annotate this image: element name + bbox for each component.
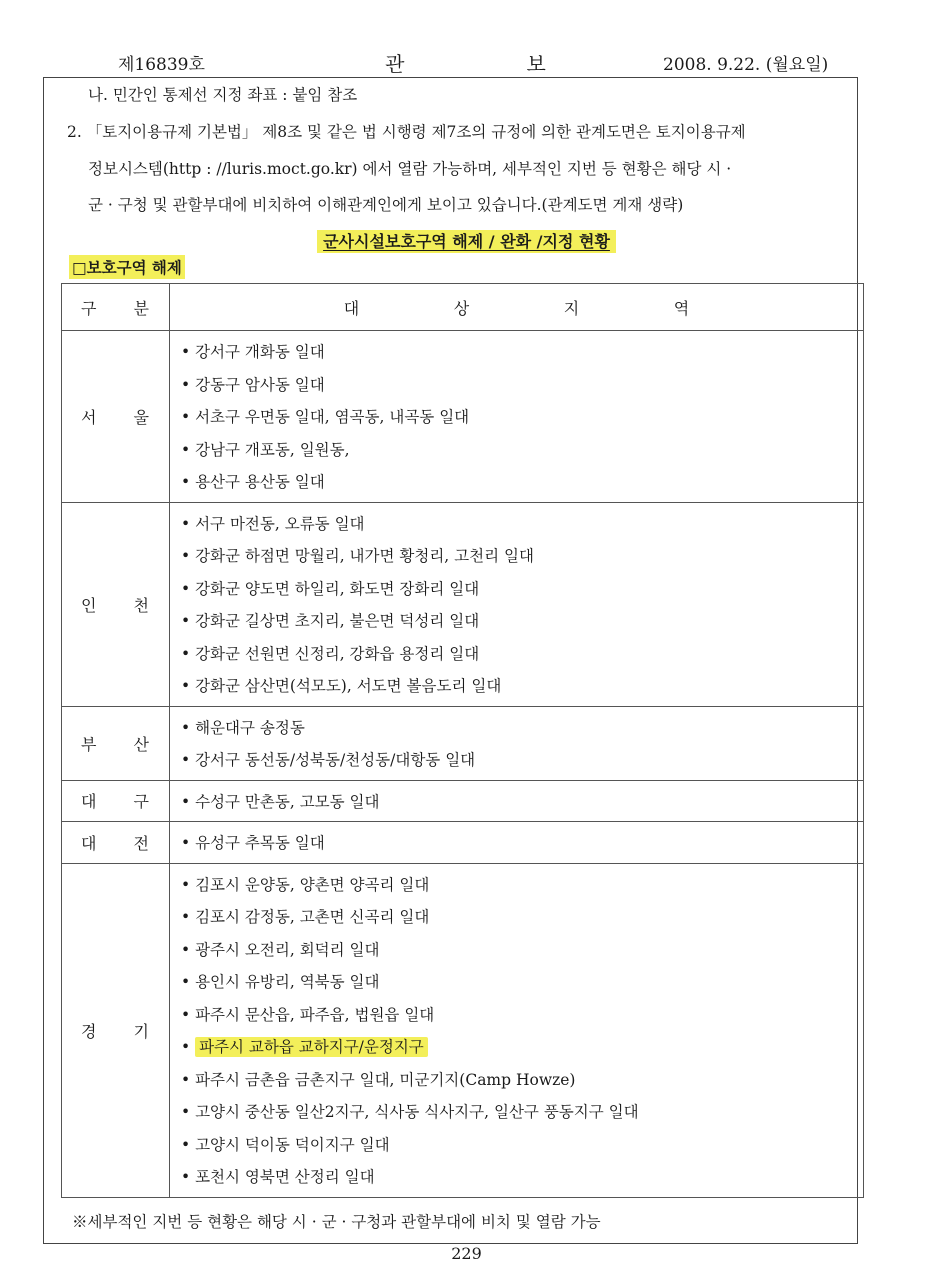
item-2-line3: 군 · 구청 및 관할부대에 비치하여 이해관계인에게 보이고 있습니다.(관계도면 게재 생략) [88,196,684,214]
area-item [181,1096,862,1129]
area-item-text: 수성구 만촌동, 고모동 일대 [195,792,380,811]
table-row [62,502,864,706]
area-item [181,1064,862,1097]
area-item [181,901,862,934]
area-item [181,1161,862,1194]
area-item [181,869,862,902]
table-header-row [62,284,864,331]
region-cell: 대 전 [62,822,170,864]
area-item-text: 포천시 영북면 산정리 일대 [195,1168,375,1186]
table-row [62,822,864,864]
area-item-text: 김포시 운양동, 양촌면 양곡리 일대 [195,875,430,894]
area-item-text: 강화군 하점면 망월리, 내가면 황청리, 고천리 일대 [195,547,534,565]
area-cell [170,822,864,864]
section-label: □보호구역 해제 [69,255,185,279]
header-char: 역 [673,298,690,318]
area-item-text: 강남구 개포동, 일원동, [195,440,350,459]
area-item [181,1031,862,1064]
area-list [171,708,862,779]
header-char: 대 [343,298,360,318]
area-item [181,605,862,638]
area-item-text: 서구 마전동, 오류동 일대 [195,514,365,533]
area-item [181,744,862,777]
area-item-text: 강화군 길상면 초지리, 불은면 덕성리 일대 [195,612,480,630]
table-title [0,229,933,252]
area-list [171,865,862,1196]
area-item [181,786,862,819]
area-item-text: 해운대구 송정동 [195,718,305,737]
area-list [171,782,862,821]
area-item [181,573,862,606]
area-item-text: 강서구 동선동/성북동/천성동/대항동 일대 [195,751,476,769]
area-item-text: 강서구 개화동 일대 [195,343,325,361]
region-cell: 경 기 [62,863,170,1197]
area-list [171,823,862,862]
area-item-text: 파주시 문산읍, 파주읍, 법원읍 일대 [195,1005,435,1024]
area-list [171,504,862,705]
zone-table [61,283,864,1198]
area-item-text: 김포시 감정동, 고촌면 신곡리 일대 [195,908,430,926]
table-row [62,780,864,822]
area-cell [170,502,864,706]
page-number: 229 [451,1244,482,1263]
area-item-text: 용인시 유방리, 역북동 일대 [195,973,380,991]
item-na: 나. 민간인 통제선 지정 좌표 : 붙임 참조 [88,86,358,104]
area-item-text: 파주시 금촌읍 금촌지구 일대, 미군기지(Camp Howze) [195,1070,576,1089]
area-item-text: 유성구 추목동 일대 [195,834,325,852]
area-item [181,1129,862,1162]
region-cell: 서 울 [62,331,170,503]
area-item-text: 광주시 오전리, 회덕리 일대 [195,940,380,959]
area-item-text: 고양시 중산동 일산2지구, 식사동 식사지구, 일산구 풍동지구 일대 [195,1103,639,1121]
area-item [181,540,862,573]
area-cell [170,706,864,780]
area-item-text: 서초구 우면동 일대, 염곡동, 내곡동 일대 [195,408,470,426]
area-item-text: 강동구 암사동 일대 [195,375,325,394]
area-item-text: 강화군 양도면 하일리, 화도면 장화리 일대 [195,579,480,598]
table-row [62,863,864,1197]
area-item-text: 강화군 삼산면(석모도), 서도면 볼음도리 일대 [195,677,502,695]
area-item-text: 파주시 교하읍 교하지구/운정지구 [195,1037,428,1057]
area-item-text: 용산구 용산동 일대 [195,473,325,491]
area-item [181,934,862,967]
table-title-text: 군사시설보호구역 해제 / 완화 /지정 현황 [317,230,616,253]
area-cell [170,863,864,1197]
header-target-area [170,284,864,331]
area-item [181,999,862,1032]
area-item-text: 고양시 덕이동 덕이지구 일대 [195,1135,390,1154]
item-2-line2: 정보시스템(http : //luris.moct.go.kr) 에서 열람 가능하며, 세부적인 지번 등 현황은 해당 시 · [88,160,732,178]
header-char: 상 [453,298,470,318]
area-item [181,434,862,467]
table-row [62,331,864,503]
area-item [181,401,862,434]
area-item [181,670,862,703]
header-char: 지 [563,298,580,318]
table-body [62,331,864,1198]
issue-number: 제16839호 [118,55,205,75]
area-item [181,638,862,671]
header-category: 구 분 [62,284,170,331]
region-cell: 인 천 [62,502,170,706]
area-item [181,966,862,999]
area-cell [170,331,864,503]
issue-date: 2008. 9.22. (월요일) [663,55,829,75]
gazette-title-char: 보 [526,52,548,76]
area-item [181,336,862,369]
area-cell [170,780,864,822]
area-item [181,466,862,499]
item-2-line1: 2. 「토지이용규제 기본법」 제8조 및 같은 법 시행령 제7조의 규정에 의한 관계도면은 토지이용규제 [67,123,746,141]
area-list [171,332,862,501]
area-item [181,827,862,860]
region-cell: 부 산 [62,706,170,780]
area-item [181,369,862,402]
region-cell: 대 구 [62,780,170,822]
area-item-text: 강화군 선원면 신정리, 강화읍 용정리 일대 [195,644,480,663]
table-row [62,706,864,780]
gazette-title-char: 관 [385,52,407,76]
area-item [181,712,862,745]
area-item [181,508,862,541]
footnote: ※세부적인 지번 등 현황은 해당 시 · 군 · 구청과 관할부대에 비치 및 열람 가능 [72,1213,601,1231]
